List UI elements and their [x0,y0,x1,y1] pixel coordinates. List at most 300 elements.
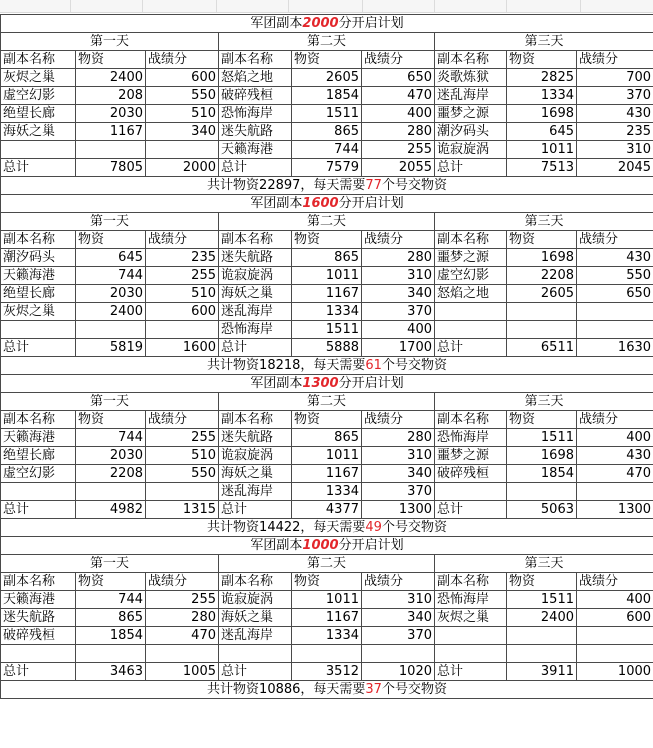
score-cell[interactable] [146,141,219,159]
supplies-cell[interactable] [507,645,577,663]
score-cell[interactable] [577,321,653,339]
supplies-cell[interactable]: 1698 [507,447,577,465]
score-cell[interactable]: 600 [146,303,219,321]
score-cell[interactable] [577,483,653,501]
supplies-cell[interactable]: 2030 [76,447,146,465]
dungeon-name-cell[interactable]: 天籁海港 [219,141,292,159]
supplies-cell[interactable] [507,627,577,645]
table-row [1,609,653,627]
score-cell[interactable]: 510 [146,447,219,465]
summary-cell[interactable] [1,519,653,537]
dungeon-name-cell[interactable]: 噩梦之源 [435,105,507,123]
score-cell[interactable]: 550 [577,267,653,285]
dungeon-name-cell[interactable] [1,141,76,159]
score-cell[interactable]: 600 [146,69,219,87]
summary-cell[interactable] [1,681,653,699]
dungeon-name-cell[interactable]: 恐怖海岸 [219,105,292,123]
dungeon-name-cell[interactable]: 灰烬之巢 [1,303,76,321]
score-cell[interactable]: 235 [577,123,653,141]
dungeon-name-cell[interactable]: 诡寂旋涡 [219,591,292,609]
score-cell[interactable] [577,627,653,645]
dungeon-name-cell[interactable]: 迷乱海岸 [219,303,292,321]
col-header-supplies[interactable]: 物资 [76,573,146,591]
supplies-cell[interactable]: 645 [76,249,146,267]
supplies-cell[interactable]: 744 [76,591,146,609]
table-row [1,267,653,285]
supplies-cell[interactable]: 2605 [292,69,362,87]
col-header-score[interactable]: 战绩分 [577,573,653,591]
col-header-score[interactable]: 战绩分 [146,411,219,429]
title-suffix: 分开启计划 [338,376,404,391]
dungeon-name-cell[interactable]: 诡寂旋涡 [435,141,507,159]
table-row [1,465,653,483]
supplies-cell[interactable]: 1854 [76,627,146,645]
supplies-cell[interactable] [507,321,577,339]
supplies-cell[interactable]: 2400 [76,69,146,87]
score-cell[interactable]: 430 [577,447,653,465]
dungeon-name-cell[interactable]: 迷失航路 [219,249,292,267]
score-cell[interactable]: 370 [362,483,435,501]
dungeon-name-cell[interactable]: 海妖之巢 [219,285,292,303]
score-cell[interactable]: 280 [146,609,219,627]
supplies-cell[interactable]: 1334 [507,87,577,105]
score-cell[interactable]: 340 [146,123,219,141]
supplies-cell[interactable]: 2208 [507,267,577,285]
dungeon-name-cell[interactable]: 怒焰之地 [435,285,507,303]
score-cell[interactable] [146,483,219,501]
day-header[interactable]: 第一天 [1,33,219,51]
dungeon-name-cell[interactable]: 破碎残桓 [219,87,292,105]
total-score[interactable]: 1300 [362,501,435,519]
col-header-supplies[interactable]: 物资 [292,411,362,429]
col-header-score[interactable]: 战绩分 [362,573,435,591]
score-cell[interactable] [577,645,653,663]
table-row [1,429,653,447]
col-header-name[interactable]: 副本名称 [435,573,507,591]
total-label[interactable]: 总计 [219,339,292,357]
total-supplies[interactable]: 7805 [76,159,146,177]
dungeon-name-cell[interactable] [1,321,76,339]
total-score[interactable]: 1600 [146,339,219,357]
total-score[interactable]: 1315 [146,501,219,519]
col-header-name[interactable]: 副本名称 [219,573,292,591]
total-supplies[interactable]: 3512 [292,663,362,681]
dungeon-name-cell[interactable]: 虚空幻影 [1,87,76,105]
dungeon-name-cell[interactable]: 绝望长廊 [1,105,76,123]
summary-cell[interactable] [1,177,653,195]
col-header-score[interactable]: 战绩分 [146,231,219,249]
table-row [1,249,653,267]
score-cell[interactable]: 255 [146,591,219,609]
col-header-name[interactable]: 副本名称 [219,411,292,429]
col-header-supplies[interactable]: 物资 [76,231,146,249]
supplies-cell[interactable]: 645 [507,123,577,141]
col-header-supplies[interactable]: 物资 [292,231,362,249]
col-header-supplies[interactable]: 物资 [76,51,146,69]
col-header-score[interactable]: 战绩分 [362,51,435,69]
table-row [1,123,653,141]
summary-prefix: 共计物资22897，每天需要 [207,178,366,193]
dungeon-name-cell[interactable]: 天籁海港 [1,429,76,447]
total-supplies[interactable]: 7513 [507,159,577,177]
total-label[interactable]: 总计 [1,501,76,519]
score-cell[interactable]: 470 [146,627,219,645]
supplies-cell[interactable]: 2605 [507,285,577,303]
score-cell[interactable]: 370 [362,303,435,321]
supplies-cell[interactable]: 865 [292,429,362,447]
dungeon-name-cell[interactable]: 虚空幻影 [435,267,507,285]
score-cell[interactable] [146,321,219,339]
supplies-cell[interactable]: 865 [292,123,362,141]
summary-suffix: 个号交物资 [381,520,447,535]
dungeon-name-cell[interactable]: 恐怖海岸 [219,321,292,339]
supplies-cell[interactable]: 1854 [507,465,577,483]
dungeon-name-cell[interactable]: 破碎残桓 [435,465,507,483]
summary-suffix: 个号交物资 [381,358,447,373]
supplies-cell[interactable]: 2400 [76,303,146,321]
total-label[interactable]: 总计 [1,339,76,357]
total-label[interactable]: 总计 [435,339,507,357]
col-header-name[interactable]: 副本名称 [1,411,76,429]
title-score: 1000 [302,538,339,553]
dungeon-name-cell[interactable]: 诡寂旋涡 [219,447,292,465]
score-cell[interactable]: 650 [362,69,435,87]
total-supplies[interactable]: 5888 [292,339,362,357]
supplies-cell[interactable]: 1854 [292,87,362,105]
table-row [1,645,653,663]
score-cell[interactable]: 340 [362,609,435,627]
total-label[interactable]: 总计 [1,159,76,177]
score-cell[interactable]: 470 [362,87,435,105]
dungeon-name-cell[interactable]: 怒焰之地 [219,69,292,87]
dungeon-name-cell[interactable] [435,483,507,501]
block-title[interactable] [1,15,653,33]
dungeon-name-cell[interactable]: 迷乱海岸 [219,483,292,501]
block-title-row [1,375,653,393]
table-row [1,105,653,123]
supplies-cell[interactable]: 1011 [292,447,362,465]
block-title[interactable] [1,537,653,555]
score-cell[interactable]: 310 [577,141,653,159]
supplies-cell[interactable]: 2400 [507,609,577,627]
dungeon-name-cell[interactable]: 灰烬之巢 [1,69,76,87]
supplies-cell[interactable] [76,321,146,339]
col-header-supplies[interactable]: 物资 [507,231,577,249]
score-cell[interactable] [577,303,653,321]
supplies-cell[interactable]: 1167 [292,465,362,483]
column-header-row [1,231,653,249]
total-score[interactable]: 1630 [577,339,653,357]
score-cell[interactable]: 650 [577,285,653,303]
score-cell[interactable]: 550 [146,465,219,483]
day-header[interactable]: 第三天 [435,555,653,573]
summary-count: 77 [365,178,382,193]
table-row [1,69,653,87]
score-cell[interactable]: 280 [362,429,435,447]
total-score[interactable]: 1020 [362,663,435,681]
spreadsheet [0,14,653,699]
day-header[interactable]: 第三天 [435,393,653,411]
dungeon-name-cell[interactable] [1,645,76,663]
col-header-name[interactable]: 副本名称 [219,51,292,69]
day-header[interactable]: 第三天 [435,213,653,231]
block-title[interactable] [1,375,653,393]
block-title-row [1,537,653,555]
dungeon-name-cell[interactable]: 诡寂旋涡 [219,267,292,285]
col-header-score[interactable]: 战绩分 [146,573,219,591]
total-label[interactable]: 总计 [435,501,507,519]
supplies-cell[interactable]: 1511 [292,321,362,339]
col-header-score[interactable]: 战绩分 [362,231,435,249]
score-cell[interactable]: 255 [362,141,435,159]
score-cell[interactable]: 430 [577,249,653,267]
dungeon-name-cell[interactable] [1,483,76,501]
supplies-cell[interactable]: 1334 [292,483,362,501]
score-cell[interactable]: 470 [577,465,653,483]
day-header[interactable]: 第二天 [219,213,435,231]
table-row [1,303,653,321]
supplies-cell[interactable]: 1011 [507,141,577,159]
table-row [1,87,653,105]
supplies-cell[interactable]: 2030 [76,105,146,123]
table-row [1,591,653,609]
score-cell[interactable]: 600 [577,609,653,627]
supplies-cell[interactable] [507,303,577,321]
total-label[interactable]: 总计 [1,663,76,681]
col-header-score[interactable]: 战绩分 [362,411,435,429]
dungeon-name-cell[interactable]: 迷失航路 [219,123,292,141]
summary-prefix: 共计物资18218，每天需要 [207,358,366,373]
day-header-row [1,33,653,51]
dungeon-name-cell[interactable]: 虚空幻影 [1,465,76,483]
col-header-supplies[interactable]: 物资 [507,51,577,69]
total-supplies[interactable]: 7579 [292,159,362,177]
dungeon-name-cell[interactable]: 绝望长廊 [1,447,76,465]
score-cell[interactable]: 235 [146,249,219,267]
supplies-cell[interactable] [76,483,146,501]
supplies-cell[interactable]: 1334 [292,627,362,645]
supplies-cell[interactable] [76,141,146,159]
summary-count: 61 [365,358,382,373]
supplies-cell[interactable]: 865 [76,609,146,627]
dungeon-name-cell[interactable]: 海妖之巢 [219,609,292,627]
supplies-cell[interactable]: 1167 [292,285,362,303]
summary-cell[interactable] [1,357,653,375]
total-score[interactable]: 2000 [146,159,219,177]
dungeon-name-cell[interactable]: 绝望长廊 [1,285,76,303]
supplies-cell[interactable]: 2030 [76,285,146,303]
table-row [1,321,653,339]
day-header[interactable]: 第一天 [1,393,219,411]
score-cell[interactable]: 310 [362,591,435,609]
col-header-supplies[interactable]: 物资 [507,411,577,429]
col-header-name[interactable]: 副本名称 [1,51,76,69]
score-cell[interactable]: 370 [362,627,435,645]
col-header-score[interactable]: 战绩分 [577,411,653,429]
dungeon-name-cell[interactable] [435,627,507,645]
dungeon-name-cell[interactable]: 炎歌炼狱 [435,69,507,87]
col-header-supplies[interactable]: 物资 [292,51,362,69]
column-header-row [1,573,653,591]
block-title[interactable] [1,195,653,213]
dungeon-name-cell[interactable] [435,321,507,339]
dungeon-name-cell[interactable]: 恐怖海岸 [435,591,507,609]
score-cell[interactable]: 510 [146,105,219,123]
supplies-cell[interactable]: 1011 [292,591,362,609]
dungeon-name-cell[interactable] [435,303,507,321]
table-row [1,627,653,645]
score-cell[interactable]: 340 [362,465,435,483]
dungeon-name-cell[interactable] [435,645,507,663]
total-row [1,663,653,681]
table-row [1,447,653,465]
total-row [1,339,653,357]
dungeon-name-cell[interactable]: 潮汐码头 [435,123,507,141]
total-score[interactable]: 2045 [577,159,653,177]
score-cell[interactable]: 400 [577,429,653,447]
dungeon-name-cell[interactable]: 噩梦之源 [435,249,507,267]
supplies-cell[interactable]: 1511 [507,429,577,447]
title-prefix: 军团副本 [250,196,303,211]
supplies-cell[interactable]: 208 [76,87,146,105]
dungeon-name-cell[interactable]: 天籁海港 [1,591,76,609]
total-score[interactable]: 1300 [577,501,653,519]
dungeon-name-cell[interactable]: 海妖之巢 [219,465,292,483]
score-cell[interactable]: 400 [577,591,653,609]
title-prefix: 军团副本 [250,538,303,553]
table-row [1,483,653,501]
table-row [1,285,653,303]
dungeon-name-cell[interactable]: 恐怖海岸 [435,429,507,447]
total-label[interactable]: 总计 [435,663,507,681]
supplies-cell[interactable]: 744 [76,267,146,285]
score-cell[interactable]: 280 [362,123,435,141]
dungeon-name-cell[interactable]: 迷失航路 [1,609,76,627]
score-cell[interactable]: 400 [362,105,435,123]
supplies-cell[interactable]: 1698 [507,105,577,123]
total-supplies[interactable]: 6511 [507,339,577,357]
dungeon-name-cell[interactable]: 迷失航路 [219,429,292,447]
day-header[interactable]: 第二天 [219,555,435,573]
total-label[interactable]: 总计 [219,159,292,177]
col-header-score[interactable]: 战绩分 [577,51,653,69]
dungeon-name-cell[interactable]: 迷乱海岸 [219,627,292,645]
total-supplies[interactable]: 4377 [292,501,362,519]
col-header-supplies[interactable]: 物资 [292,573,362,591]
supplies-cell[interactable]: 744 [76,429,146,447]
total-label[interactable]: 总计 [219,663,292,681]
total-supplies[interactable]: 3911 [507,663,577,681]
dungeon-name-cell[interactable]: 迷乱海岸 [435,87,507,105]
total-score[interactable]: 1700 [362,339,435,357]
supplies-cell[interactable]: 1334 [292,303,362,321]
dungeon-name-cell[interactable]: 灰烬之巢 [435,609,507,627]
total-score[interactable]: 1005 [146,663,219,681]
title-suffix: 分开启计划 [338,538,404,553]
supplies-cell[interactable]: 865 [292,249,362,267]
day-header[interactable]: 第一天 [1,213,219,231]
col-header-name[interactable]: 副本名称 [435,51,507,69]
summary-row [1,177,653,195]
score-cell[interactable]: 280 [362,249,435,267]
col-header-name[interactable]: 副本名称 [1,573,76,591]
score-cell[interactable]: 340 [362,285,435,303]
total-row [1,501,653,519]
total-supplies[interactable]: 5819 [76,339,146,357]
supplies-cell[interactable]: 1511 [507,591,577,609]
summary-row [1,357,653,375]
supplies-cell[interactable] [76,645,146,663]
score-cell[interactable]: 370 [577,87,653,105]
supplies-cell[interactable]: 1167 [292,609,362,627]
total-supplies[interactable]: 5063 [507,501,577,519]
supplies-cell[interactable]: 744 [292,141,362,159]
supplies-cell[interactable]: 2825 [507,69,577,87]
day-header[interactable]: 第一天 [1,555,219,573]
score-cell[interactable]: 255 [146,267,219,285]
supplies-cell[interactable] [507,483,577,501]
summary-prefix: 共计物资14422，每天需要 [207,520,366,535]
col-header-score[interactable]: 战绩分 [146,51,219,69]
total-score[interactable]: 2055 [362,159,435,177]
day-header-row [1,213,653,231]
score-cell[interactable]: 430 [577,105,653,123]
supplies-cell[interactable]: 1167 [76,123,146,141]
total-label[interactable]: 总计 [219,501,292,519]
day-header[interactable]: 第二天 [219,33,435,51]
supplies-cell[interactable]: 1698 [507,249,577,267]
col-header-name[interactable]: 副本名称 [435,411,507,429]
supplies-cell[interactable]: 1011 [292,267,362,285]
day-header[interactable]: 第二天 [219,393,435,411]
total-score[interactable]: 1000 [577,663,653,681]
column-header-row [1,411,653,429]
score-cell[interactable]: 310 [362,267,435,285]
dungeon-name-cell[interactable]: 海妖之巢 [1,123,76,141]
score-cell[interactable]: 255 [146,429,219,447]
title-score: 2000 [302,16,339,31]
score-cell[interactable]: 310 [362,447,435,465]
total-supplies[interactable]: 4982 [76,501,146,519]
col-header-score[interactable]: 战绩分 [577,231,653,249]
dungeon-name-cell[interactable]: 潮汐码头 [1,249,76,267]
score-cell[interactable] [362,645,435,663]
score-cell[interactable]: 550 [146,87,219,105]
col-header-supplies[interactable]: 物资 [507,573,577,591]
dungeon-name-cell[interactable]: 破碎残桓 [1,627,76,645]
day-header[interactable]: 第三天 [435,33,653,51]
total-supplies[interactable]: 3463 [76,663,146,681]
col-header-supplies[interactable]: 物资 [76,411,146,429]
col-header-name[interactable]: 副本名称 [1,231,76,249]
score-cell[interactable]: 700 [577,69,653,87]
day-header-row [1,555,653,573]
score-cell[interactable] [146,645,219,663]
dungeon-name-cell[interactable]: 噩梦之源 [435,447,507,465]
total-label[interactable]: 总计 [435,159,507,177]
col-header-name[interactable]: 副本名称 [219,231,292,249]
dungeon-name-cell[interactable] [219,645,292,663]
score-cell[interactable]: 510 [146,285,219,303]
dungeon-name-cell[interactable]: 天籁海港 [1,267,76,285]
supplies-cell[interactable] [292,645,362,663]
block-title-row [1,15,653,33]
supplies-cell[interactable]: 1511 [292,105,362,123]
score-cell[interactable]: 400 [362,321,435,339]
supplies-cell[interactable]: 2208 [76,465,146,483]
col-header-name[interactable]: 副本名称 [435,231,507,249]
summary-row [1,519,653,537]
